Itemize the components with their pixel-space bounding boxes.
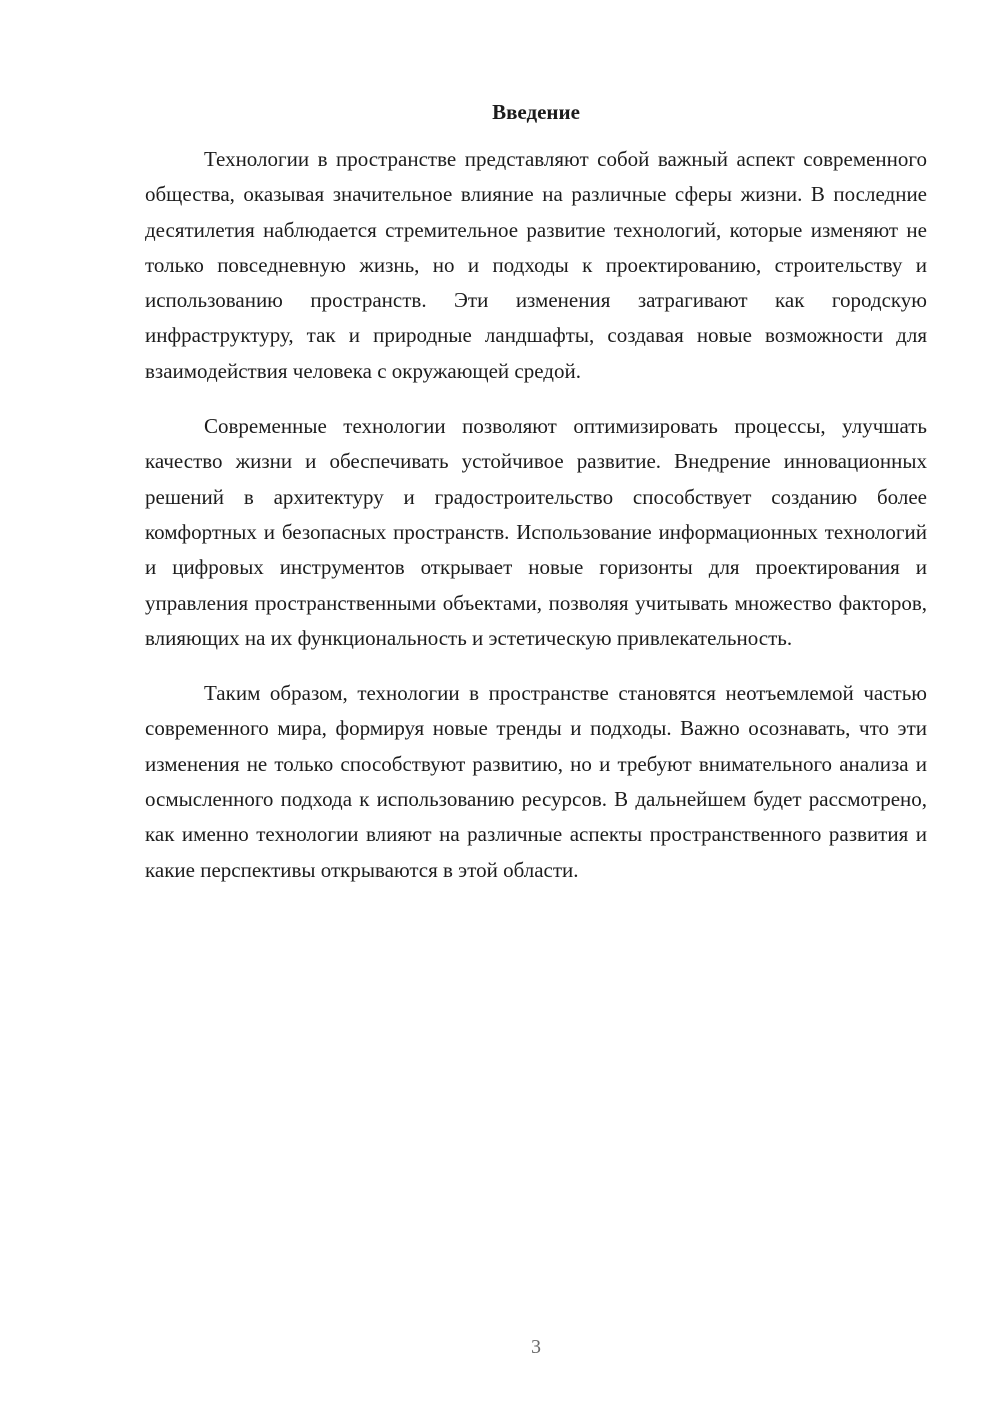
paragraph: Технологии в пространстве представляют собой важный аспект современного общества, оказывая значительное влияние на различные сферы жизни. В последние десятилетия наблюдается стремительное развитие технологий, которые изменяют не только повседневную жизнь, но и подходы к проектированию, строительству и использованию пространств. Эти изменения затрагивают как городскую инфраструктуру, так и природные ландшафты, создавая новые возможности для взаимодействия человека с окружающей средой. xyxy=(145,147,927,383)
paragraph: Современные технологии позволяют оптимизировать процессы, улучшать качество жизни и обеспечивать устойчивое развитие. Внедрение инновационных решений в архитектуру и градостроительство способствует созданию более комфортных и безопасных пространств. Использование информационных технологий и цифровых инструментов открывает новые горизонты для проектирования и управления пространственными объектами, позволяя учитывать множество факторов, влияющих на их функциональность и эстетическую привлекательность. xyxy=(145,414,927,650)
paragraph: Таким образом, технологии в пространстве становятся неотъемлемой частью современного мира, формируя новые тренды и подходы. Важно осознавать, что эти изменения не только способствуют развитию, но и требуют внимательного анализа и осмысленного подхода к использованию ресурсов. В дальнейшем будет рассмотрено, как именно технологии влияют на различные аспекты пространственного развития и какие перспективы открываются в этой области. xyxy=(145,681,927,882)
body-text xyxy=(145,142,927,908)
page-title: Введение xyxy=(492,100,580,124)
page-number: 3 xyxy=(531,1336,541,1358)
